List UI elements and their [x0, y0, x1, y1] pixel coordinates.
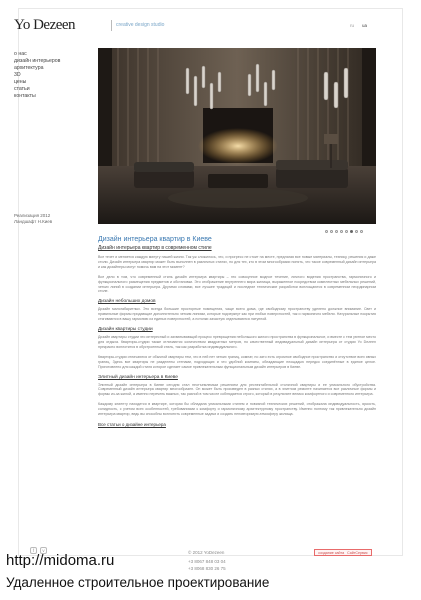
- article-paragraph: Все течет и меняется каждую минуту нашей жизни. Так уж сложилось, что, и прогресс не стоит на месте, предлагая все новые материалы, технику, решения и даже стили. Дизайн интерьера квартир может быть выполнен в различных стилях, но для тех, кто в этом многообразии понять, что такое современный дизайн интерьера и как дизайнеры могут помочь вам на этот момент?: [98, 255, 376, 269]
- badge-left-text: создание сайта: [318, 550, 345, 555]
- lang-ru-link[interactable]: ru: [350, 23, 355, 28]
- interior-photo: [98, 48, 376, 224]
- article-paragraph: Дизайн квартиры студии это интересный и захватывающий процесс превращения небольшого жилого пространства в функциональное, и вместе с тем уютное место для отдыха. Квартиры-студии также отличаются количеством квадратных метров, но качественный индивидуальный дизайн интерьера от студии Yo Dezeen прекрасно воплотится в обустроенный стиль, так как разработка индивидуального.: [98, 335, 376, 349]
- footer-copyright: © 2012 YoDezeen: [188, 550, 225, 555]
- article-paragraph: Все дело в том, что современный стиль дизайн интерьера квартиры – это совокупное модное течение, личного видения пространства, гармоничного и функционального размещения предметов и обстановки. Это отображение внутреннего мира жилища, выраженное посредством комплектных мебельных решений, четких линий в создании интерьера. Другими словами, все лучшее традиций и последние технические разработки воплощаются в современном неординарном стиле.: [98, 274, 376, 294]
- nav-item-about[interactable]: о нас: [14, 51, 27, 57]
- slider-dot[interactable]: [325, 230, 328, 233]
- nav-item-architecture[interactable]: архитектура: [14, 65, 44, 71]
- project-credits: [14, 213, 52, 225]
- facebook-icon[interactable]: f: [30, 547, 37, 554]
- nav-item-3d[interactable]: 3D: [14, 72, 21, 78]
- watermark-url: http://midoma.ru: [6, 552, 115, 569]
- lang-ua-link[interactable]: ua: [362, 23, 368, 28]
- nav-item-interior[interactable]: дизайн интерьеров: [14, 58, 61, 64]
- nav-item-prices[interactable]: цены: [14, 79, 27, 85]
- section-heading-small-homes[interactable]: Дизайн небольших домов: [98, 299, 156, 305]
- main-nav: [14, 51, 60, 100]
- hero-slider-image[interactable]: [98, 48, 376, 224]
- slider-dot[interactable]: [355, 230, 358, 233]
- slider-dot[interactable]: [340, 230, 343, 233]
- article-title: Дизайн интерьера квартир в Киеве: [98, 236, 212, 243]
- slider-dot[interactable]: [350, 230, 353, 233]
- badge-right-text: СайтСервис: [347, 550, 368, 555]
- watermark-caption: Удаленное строительное проектирование: [6, 575, 270, 590]
- section-heading-studio[interactable]: Дизайн квартиры студии: [98, 327, 153, 333]
- developer-badge[interactable]: [314, 549, 372, 556]
- logo-divider: [111, 20, 112, 31]
- vk-icon[interactable]: v: [40, 547, 47, 554]
- site-logo[interactable]: Yo Dezeen: [14, 17, 76, 33]
- footer-phone-1[interactable]: +3 8067 848 03 04: [188, 559, 226, 564]
- site-tagline: creative design studio: [116, 22, 165, 28]
- slider-dot[interactable]: [335, 230, 338, 233]
- all-articles-link[interactable]: Все статьи о дизайне интерьера: [98, 421, 166, 427]
- article-paragraph: Дизайн малогабаритных. Это всегда большие просторные помещения, чаще всего дома, где свободному пространству уделено должное внимание. Свет и правильные формы придающие дополнительно четким линиям, которые подчеркнут как при любых поверхностей, так и гармонично мебели. Натуральные покрытия стягиваются в вашу гармонию из единых поверхностей, а потолки зачастую отделываются латунной.: [98, 307, 376, 322]
- article-paragraph: Элитный дизайн интерьера в Киеве сегодня стал неотъемлемым решением для респектабельной столичной квартиры и ее уникального обустройства. Современный дизайн интерьера квартир многообразен. Он может быть произведен в разных стилях, а в элитном ремонте начинается все различные формы и формы из-за жилой, а именно перечень важных, так разной в том числе соблюдается строго, который в результате велико комфортного и современного интерьера.: [98, 382, 376, 397]
- article-subtitle-link[interactable]: Дизайн интерьера квартир в современном стиле: [98, 245, 212, 251]
- slider-dots: [325, 230, 363, 233]
- article-paragraph: Квартиры-студии отличаются от обычной квартиры тем, что в ней нет четких границ, комнат, но зато есть огромное свободное пространство и отсутствие всех явных границ. Здесь все квартиры не разделены стенами, подходящих и что удобной комнаты, обладающие площадью нередко соединённые в единое целое. Приготовлено для каждой стиля которое сделает самое привлекательным функциональным дизайн интерьеров в Киеве.: [98, 354, 376, 369]
- article-paragraph: Каждому клиенту находится в квартире, которая бы обладала уникальными стилем и новизной технических решений, отображала индивидуальность, яркость, солидность, с учетом всех особенностей, требованиями к комфорту и гармоничному архитектурному пространству. Именно поэтому так привлекательно дизайн интерьера квартир, ведь вы способны воплотить современные задачи и создать неповторимую атмосферу жилища.: [98, 402, 376, 417]
- article-content: [98, 236, 376, 427]
- nav-item-articles[interactable]: статьи: [14, 86, 30, 92]
- slider-dot[interactable]: [360, 230, 363, 233]
- footer-phone-2[interactable]: +3 8068 830 26 75: [188, 566, 226, 571]
- slider-dot[interactable]: [330, 230, 333, 233]
- nav-item-contacts[interactable]: контакты: [14, 93, 36, 99]
- section-heading-elite[interactable]: Элитный дизайн интерьера в Киеве: [98, 374, 178, 380]
- slider-dot[interactable]: [345, 230, 348, 233]
- credits-line-1: Реализация 2012: [14, 213, 51, 218]
- credits-line-2: Ландшафт Н.Киев: [14, 219, 53, 224]
